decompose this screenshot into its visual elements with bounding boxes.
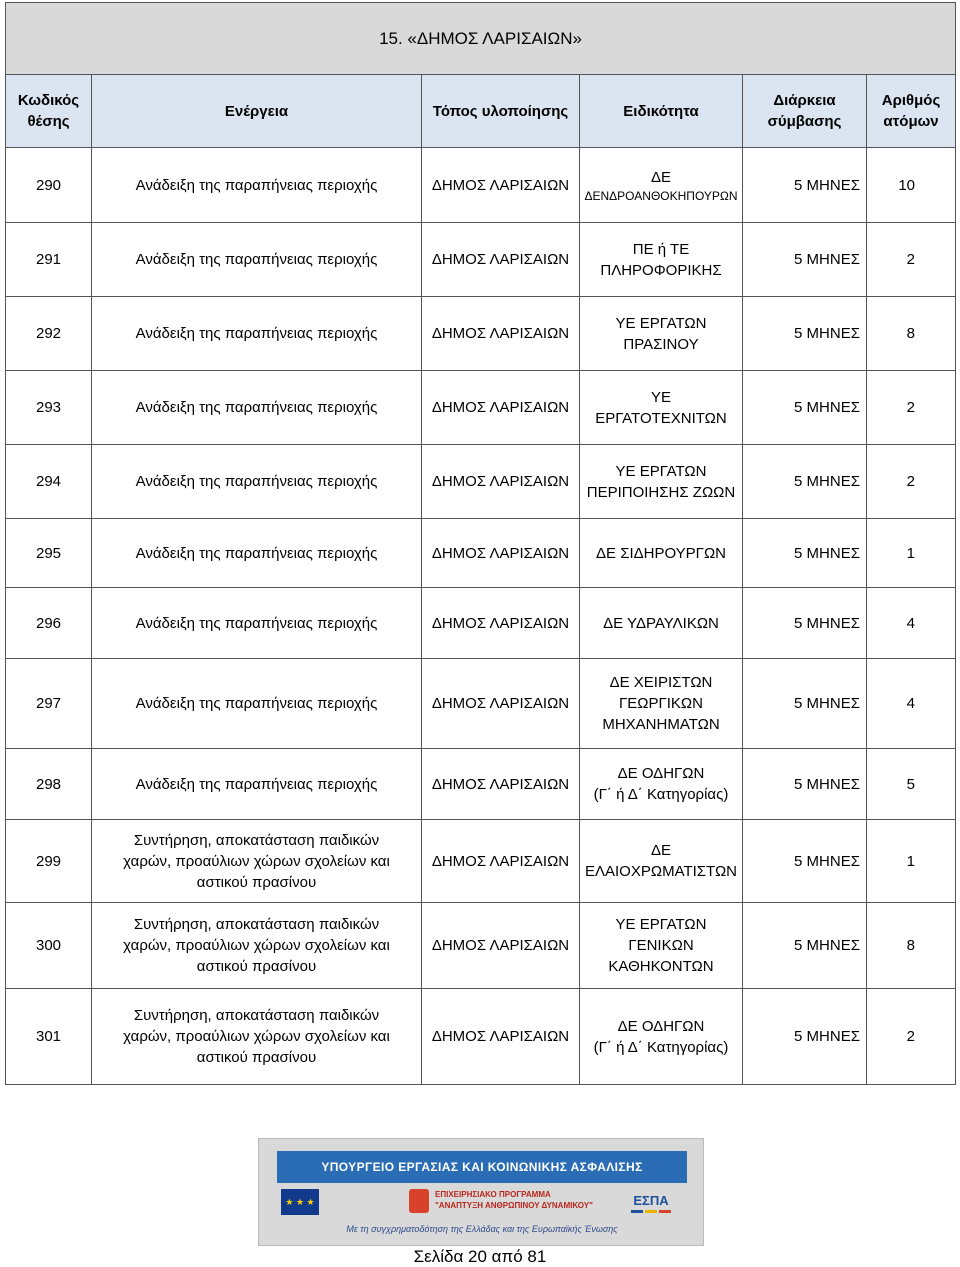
cell-code — [6, 223, 92, 297]
cell-count — [867, 659, 956, 749]
cell-action — [92, 371, 422, 445]
cell-code-line: 291 — [35, 251, 62, 268]
eu-flag-icon: ★ ★ ★ — [281, 1189, 319, 1215]
cell-specialty-line: ΜΗΧΑΝΗΜΑΤΩΝ — [602, 716, 720, 733]
cell-action — [92, 297, 422, 371]
table-row — [6, 820, 956, 903]
cell-duration — [743, 749, 867, 820]
cell-count — [867, 749, 956, 820]
cell-code-line: 290 — [35, 176, 62, 194]
cell-count — [867, 588, 956, 659]
cell-specialty-line: (Γ΄ ή Δ΄ Κατηγορίας) — [593, 1038, 729, 1056]
cell-specialty-line: ΠΕΡΙΠΟΙΗΣΗΣ ΖΩΩΝ — [586, 483, 736, 501]
cell-action-line: αστικού πρασίνου — [196, 873, 317, 891]
cell-specialty-line: ΔΕ ΟΔΗΓΩΝ — [617, 1017, 705, 1035]
header-action: Ενέργεια — [92, 75, 422, 148]
cell-place — [422, 519, 580, 588]
cell-specialty-line: ΔΕ ΧΕΙΡΙΣΤΩΝ — [609, 674, 713, 691]
cell-place-line: ΔΗΜΟΣ ΛΑΡΙΣΑΙΩΝ — [431, 1028, 570, 1045]
cell-specialty-line: ΔΕ ΣΙΔΗΡΟΥΡΓΩΝ — [596, 544, 726, 562]
cell-duration-line: 5 ΜΗΝΕΣ — [794, 325, 860, 342]
espa-logo — [619, 1189, 683, 1217]
cell-specialty — [580, 989, 743, 1085]
table-title: 15. «ΔΗΜΟΣ ΛΑΡΙΣΑΙΩΝ» — [6, 3, 956, 75]
cell-place — [422, 297, 580, 371]
cell-specialty-line: ΕΛΑΙΟΧΡΩΜΑΤΙΣΤΩΝ — [584, 863, 737, 880]
table-row — [6, 371, 956, 445]
cell-action-line: Ανάδειξη της παραπήνειας περιοχής — [135, 325, 378, 342]
cell-specialty — [580, 903, 743, 989]
cell-specialty — [580, 749, 743, 820]
cell-action — [92, 659, 422, 749]
cell-place — [422, 989, 580, 1085]
cell-specialty-line: ΥΕ ΕΡΓΑΤΩΝ — [615, 462, 707, 480]
cell-place — [422, 820, 580, 903]
cell-count-line: 2 — [906, 251, 916, 268]
cell-code-line: 301 — [35, 1028, 62, 1045]
cell-duration — [743, 445, 867, 519]
cell-specialty-line: ΥΕ ΕΡΓΑΤΩΝ — [615, 314, 707, 332]
cell-specialty — [580, 820, 743, 903]
cell-duration-line: 5 ΜΗΝΕΣ — [794, 1028, 860, 1045]
cell-place-line: ΔΗΜΟΣ ΛΑΡΙΣΑΙΩΝ — [431, 473, 570, 490]
cell-place-line: ΔΗΜΟΣ ΛΑΡΙΣΑΙΩΝ — [431, 176, 570, 194]
cell-count-line: 4 — [906, 695, 916, 712]
cell-duration-line: 5 ΜΗΝΕΣ — [794, 251, 860, 268]
cell-action-line: Συντήρηση, αποκατάσταση παιδικών — [133, 831, 380, 849]
cell-duration-line: 5 ΜΗΝΕΣ — [794, 176, 860, 194]
table-row — [6, 297, 956, 371]
cell-specialty-line: ΥΕ ΕΡΓΑΤΩΝ ΓΕΝΙΚΩΝ — [615, 916, 707, 954]
cell-count-line: 4 — [906, 614, 916, 632]
cell-place — [422, 148, 580, 223]
cell-action — [92, 148, 422, 223]
espa-bar-blue — [631, 1210, 643, 1213]
cell-duration — [743, 989, 867, 1085]
espa-bar-red — [659, 1210, 671, 1213]
operational-program-text: ΕΠΙΧΕΙΡΗΣΙΑΚΟ ΠΡΟΓΡΑΜΜΑ "ΑΝΑΠΤΥΞΗ ΑΝΘΡΩΠΙΝΟΥ ΔΥΝΑΜΙΚΟΥ" — [435, 1190, 593, 1210]
cell-duration — [743, 297, 867, 371]
cell-code-line: 297 — [35, 695, 62, 712]
table-row — [6, 445, 956, 519]
cell-duration-line: 5 ΜΗΝΕΣ — [794, 775, 860, 793]
cell-count-line: 10 — [898, 176, 916, 194]
cell-specialty — [580, 445, 743, 519]
cell-count-line: 8 — [906, 325, 916, 342]
cell-specialty-line: (Γ΄ ή Δ΄ Κατηγορίας) — [593, 786, 729, 803]
cell-count — [867, 297, 956, 371]
cell-code — [6, 659, 92, 749]
cell-code — [6, 297, 92, 371]
cell-specialty-line: ΔΕ ΟΔΗΓΩΝ — [617, 765, 705, 782]
cell-count-line: 8 — [906, 937, 916, 954]
cell-specialty-line: ΥΕ ΕΡΓΑΤΟΤΕΧΝΙΤΩΝ — [595, 388, 727, 427]
cell-code-line: 300 — [35, 937, 62, 954]
cell-code — [6, 519, 92, 588]
sponsor-logo-block — [258, 1138, 704, 1246]
cell-count-line: 5 — [906, 775, 916, 793]
cell-action — [92, 820, 422, 903]
cell-action-line: αστικού πρασίνου — [196, 958, 317, 975]
cell-code — [6, 445, 92, 519]
cell-duration — [743, 903, 867, 989]
cell-specialty-line: ΔΕ — [650, 168, 672, 186]
cell-code-line: 295 — [35, 544, 62, 562]
cell-duration — [743, 588, 867, 659]
cell-action-line: Ανάδειξη της παραπήνειας περιοχής — [135, 775, 378, 793]
operational-program-icon — [409, 1189, 429, 1213]
cell-count — [867, 519, 956, 588]
espa-title: ΕΣΠΑ — [633, 1192, 669, 1208]
cell-specialty-line: ΠΛΗΡΟΦΟΡΙΚΗΣ — [600, 261, 722, 279]
cell-count — [867, 445, 956, 519]
cell-specialty — [580, 148, 743, 223]
cell-count — [867, 989, 956, 1085]
cell-specialty-line: ΔΕΝΔΡΟΑΝΘΟΚΗΠΟΥΡΩΝ — [584, 188, 738, 203]
cell-place-line: ΔΗΜΟΣ ΛΑΡΙΣΑΙΩΝ — [431, 937, 570, 954]
cell-specialty — [580, 371, 743, 445]
cell-specialty — [580, 223, 743, 297]
cell-code — [6, 749, 92, 820]
cell-code — [6, 148, 92, 223]
cell-place — [422, 903, 580, 989]
cell-action — [92, 445, 422, 519]
cell-place-line: ΔΗΜΟΣ ΛΑΡΙΣΑΙΩΝ — [431, 852, 570, 870]
espa-bar-yellow — [645, 1210, 657, 1213]
table-row — [6, 588, 956, 659]
cell-action — [92, 749, 422, 820]
cell-count-line: 2 — [906, 473, 916, 490]
cell-place — [422, 749, 580, 820]
table-row — [6, 223, 956, 297]
cell-code-line: 292 — [35, 325, 62, 342]
cell-count-line: 1 — [906, 544, 916, 562]
cell-code-line: 296 — [35, 614, 62, 632]
cell-specialty — [580, 297, 743, 371]
cell-count — [867, 223, 956, 297]
cell-count-line: 2 — [906, 1028, 916, 1045]
cell-action-line: Συντήρηση, αποκατάσταση παιδικών — [133, 1007, 380, 1024]
cell-duration-line: 5 ΜΗΝΕΣ — [794, 399, 860, 416]
cell-action — [92, 903, 422, 989]
cell-code — [6, 989, 92, 1085]
cell-action-line: Ανάδειξη της παραπήνειας περιοχής — [135, 695, 378, 712]
cell-action — [92, 588, 422, 659]
cell-count — [867, 371, 956, 445]
cell-duration — [743, 820, 867, 903]
table-row — [6, 519, 956, 588]
cell-specialty — [580, 659, 743, 749]
cell-place — [422, 371, 580, 445]
cell-action-line: Ανάδειξη της παραπήνειας περιοχής — [135, 544, 378, 562]
cell-specialty-line: ΓΕΩΡΓΙΚΩΝ — [619, 695, 703, 712]
cell-specialty-line: ΠΡΑΣΙΝΟΥ — [623, 335, 699, 353]
cell-action — [92, 519, 422, 588]
cell-code-line: 294 — [35, 473, 62, 490]
cell-duration — [743, 659, 867, 749]
page-number: Σελίδα 20 από 81 — [413, 1247, 547, 1266]
cell-place-line: ΔΗΜΟΣ ΛΑΡΙΣΑΙΩΝ — [431, 544, 570, 562]
cell-place-line: ΔΗΜΟΣ ΛΑΡΙΣΑΙΩΝ — [431, 614, 570, 632]
cell-place-line: ΔΗΜΟΣ ΛΑΡΙΣΑΙΩΝ — [431, 251, 570, 268]
cell-code — [6, 588, 92, 659]
cell-action-line: Ανάδειξη της παραπήνειας περιοχής — [135, 473, 378, 490]
cell-count — [867, 148, 956, 223]
cell-place — [422, 223, 580, 297]
cell-action-line: χαρών, προαύλιων χώρων σχολείων και — [123, 1028, 390, 1045]
cell-specialty-line: ΔΕ ΥΔΡΑΥΛΙΚΩΝ — [603, 614, 719, 632]
cell-action — [92, 989, 422, 1085]
cell-count — [867, 903, 956, 989]
cell-duration-line: 5 ΜΗΝΕΣ — [794, 473, 860, 490]
cell-action — [92, 223, 422, 297]
cell-place-line: ΔΗΜΟΣ ΛΑΡΙΣΑΙΩΝ — [431, 325, 570, 342]
cell-specialty — [580, 519, 743, 588]
cell-duration — [743, 519, 867, 588]
cell-place — [422, 588, 580, 659]
cell-code — [6, 371, 92, 445]
cell-duration-line: 5 ΜΗΝΕΣ — [794, 937, 860, 954]
cell-place — [422, 445, 580, 519]
cell-count-line: 2 — [906, 399, 916, 416]
cell-code — [6, 903, 92, 989]
cell-code-line: 298 — [35, 775, 62, 793]
ministry-banner: ΥΠΟΥΡΓΕΙΟ ΕΡΓΑΣΙΑΣ ΚΑΙ ΚΟΙΝΩΝΙΚΗΣ ΑΣΦΑΛΙΣΗΣ — [277, 1151, 687, 1183]
cell-duration — [743, 223, 867, 297]
cell-action-line: χαρών, προαύλιων χώρων σχολείων και — [123, 852, 390, 870]
cell-duration-line: 5 ΜΗΝΕΣ — [794, 614, 860, 632]
table-row — [6, 148, 956, 223]
cell-duration-line: 5 ΜΗΝΕΣ — [794, 695, 860, 712]
cell-code-line: 293 — [35, 399, 62, 416]
cell-place-line: ΔΗΜΟΣ ΛΑΡΙΣΑΙΩΝ — [431, 775, 570, 793]
header-specialty: Ειδικότητα — [580, 75, 743, 148]
cell-place-line: ΔΗΜΟΣ ΛΑΡΙΣΑΙΩΝ — [431, 399, 570, 416]
cell-duration-line: 5 ΜΗΝΕΣ — [794, 544, 860, 562]
cell-specialty-line: ΠΕ ή ΤΕ — [632, 240, 690, 258]
cofunding-text: Με τη συγχρηματοδότηση της Ελλάδας και της Ευρωπαϊκής Ένωσης — [346, 1224, 618, 1234]
cell-action-line: Ανάδειξη της παραπήνειας περιοχής — [135, 399, 378, 416]
cell-specialty-line: ΚΑΘΗΚΟΝΤΩΝ — [608, 958, 714, 975]
header-duration: Διάρκεια σύμβασης — [743, 75, 867, 148]
cell-specialty-line: ΔΕ — [650, 842, 672, 859]
cell-specialty — [580, 588, 743, 659]
cell-duration-line: 5 ΜΗΝΕΣ — [794, 852, 860, 870]
cell-action-line: χαρών, προαύλιων χώρων σχολείων και — [123, 937, 390, 954]
cell-action-line: Ανάδειξη της παραπήνειας περιοχής — [135, 251, 378, 268]
cell-duration — [743, 148, 867, 223]
header-count: Αριθμός ατόμων — [867, 75, 956, 148]
cell-code-line: 299 — [35, 852, 62, 870]
header-code: Κωδικός θέσης — [6, 75, 92, 148]
cell-code — [6, 820, 92, 903]
cell-count-line: 1 — [906, 852, 916, 870]
cell-duration — [743, 371, 867, 445]
table-row — [6, 989, 956, 1085]
cell-action-line: Συντήρηση, αποκατάσταση παιδικών — [133, 916, 380, 933]
cell-action-line: Ανάδειξη της παραπήνειας περιοχής — [135, 614, 378, 632]
cell-place — [422, 659, 580, 749]
cell-count — [867, 820, 956, 903]
table-row — [6, 903, 956, 989]
table-row — [6, 749, 956, 820]
cell-action-line: Ανάδειξη της παραπήνειας περιοχής — [135, 176, 378, 194]
cell-place-line: ΔΗΜΟΣ ΛΑΡΙΣΑΙΩΝ — [431, 695, 570, 712]
table-row — [6, 659, 956, 749]
cell-action-line: αστικού πρασίνου — [196, 1049, 317, 1066]
header-place: Τόπος υλοποίησης — [422, 75, 580, 148]
positions-table — [5, 2, 956, 1085]
